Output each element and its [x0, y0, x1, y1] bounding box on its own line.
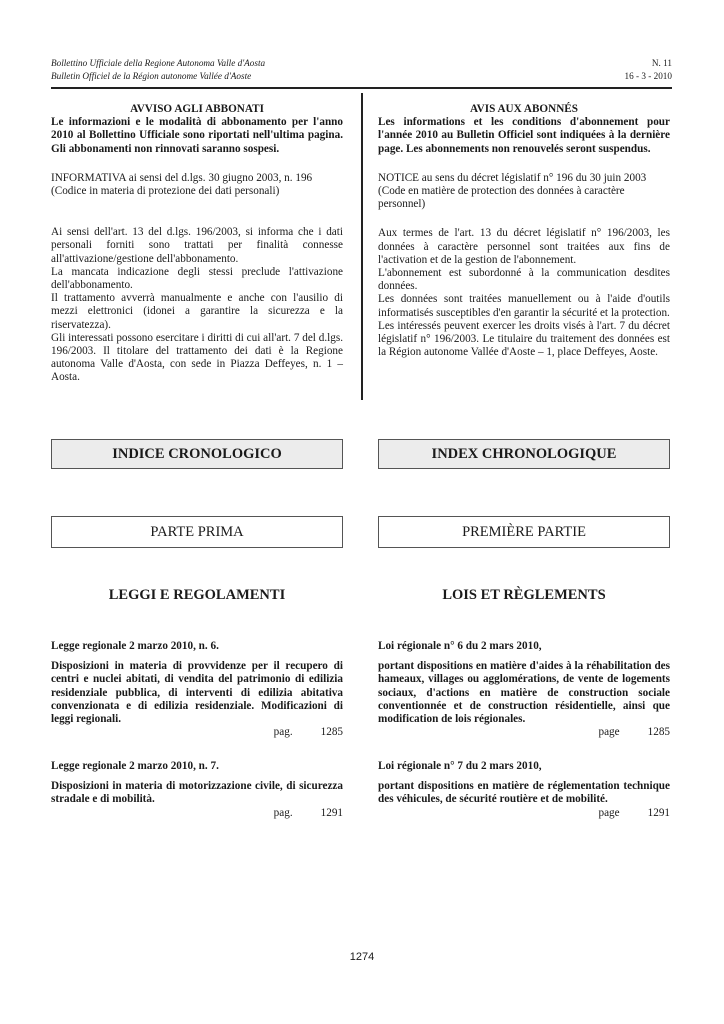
section-title-fr: LOIS ET RÈGLEMENTS — [442, 587, 606, 603]
notice-fr — [378, 103, 670, 359]
page-number: 1274 — [349, 951, 375, 963]
running-header — [51, 57, 265, 82]
notice-it — [51, 103, 343, 385]
part-title-fr: PREMIÈRE PARTIE — [378, 516, 670, 548]
privacy-p2-it: La mancata indicazione degli stessi preclude l'attivazione dell'abbonamento. — [51, 265, 343, 292]
index-title-it: INDICE CRONOLOGICO — [51, 439, 343, 469]
entry-description: portant dispositions en matière de réglementation technique des véhicules, de sécurité routière et de mobilité. — [378, 780, 670, 806]
privacy-p2-fr: L'abonnement est subordonné à la communication desdites données. — [378, 267, 670, 293]
entry-description: Disposizioni in materia di provvidenze per il recupero di centri e nuclei abitati, di vendita del patrimonio di edilizia residenziale pubblica, di interventi di edilizia abitativa convenzionata e di edilizia residenziale. Modificazioni di leggi regionali. — [51, 660, 343, 726]
index-title-fr: INDEX CHRONOLOGIQUE — [378, 439, 670, 469]
privacy-title-fr: NOTICE au sens du décret législatif n° 196 du 30 juin 2003 (Code en matière de protection des données à caractère personnel) — [378, 171, 647, 211]
privacy-title-it: INFORMATIVA ai sensi del d.lgs. 30 giugno 2003, n. 196 (Codice in materia di protezione dei dati personali) — [51, 171, 313, 198]
privacy-p3-it: Il trattamento avverrà manualmente e anche con l'ausilio di mezzi elettronici (idonei a garantire la sicurezza e la riservatezza). — [51, 292, 343, 331]
column-separator — [361, 93, 363, 400]
notice-body-it: Le informazioni e le modalità di abbonamento per l'anno 2010 al Bollettino Ufficiale sono riportati nell'ultima pagina. Gli abbonamenti non rinnovati saranno sospesi. — [51, 116, 343, 155]
header-title-it: Bollettino Ufficiale della Regione Autonoma Valle d'Aosta — [51, 58, 266, 68]
issue-info — [625, 57, 672, 82]
page-number-ref: 1285 — [320, 726, 343, 739]
law-entry-fr-2 — [378, 760, 670, 820]
page-number-ref: 1291 — [320, 806, 343, 819]
entry-heading: Legge regionale 2 marzo 2010, n. 6. — [51, 640, 219, 652]
part-title-it: PARTE PRIMA — [51, 516, 343, 548]
page-label: page — [598, 726, 620, 739]
page-label: page — [598, 806, 620, 819]
header-title-fr: Bulletin Officiel de la Région autonome Vallée d'Aoste — [51, 70, 252, 81]
page-number-ref: 1291 — [647, 806, 670, 819]
notice-title-it: AVVISO AGLI ABBONATI — [130, 103, 264, 115]
page-number-ref: 1285 — [647, 726, 670, 739]
privacy-p1-fr: Aux termes de l'art. 13 du décret législatif n° 196/2003, les données à caractère personnel sont traitées aux fins de l'activation et de la gestion de l'abonnement. — [378, 227, 670, 266]
entry-page-ref — [378, 807, 670, 820]
section-title-it: LEGGI E REGOLAMENTI — [108, 587, 286, 603]
privacy-p3-fr: Les données sont traitées manuellement ou à l'aide d'outils informatisés susceptibles d'en garantir la sécurité et la protection. — [378, 293, 670, 319]
entry-description: Disposizioni in materia di motorizzazione civile, di sicurezza stradale e di mobilità. — [51, 780, 343, 806]
entry-heading: Legge regionale 2 marzo 2010, n. 7. — [51, 760, 219, 772]
header-rule — [51, 87, 672, 89]
privacy-p4-it: Gli interessati possono esercitare i diritti di cui all'art. 7 del d.lgs. 196/2003. Il titolare del trattamento dei dati è la Regione autonoma Valle d'Aosta, con sede in Piazza Deffeyes, n. 1 – Aosta. — [51, 331, 343, 384]
entry-description: portant dispositions en matière d'aides à la réhabilitation des hameaux, villages ou agglomérations, de vente de logements sociaux, d'actions en matière de construction sociale conventionnée et de construction résidentielle, ainsi que modification de lois régionales. — [378, 660, 670, 726]
entry-page-ref — [378, 726, 670, 739]
notice-title-fr: AVIS AUX ABONNÉS — [470, 103, 578, 115]
law-entry-it-1 — [51, 640, 343, 739]
entry-page-ref — [51, 726, 343, 739]
issue-number: N. 11 — [651, 58, 672, 68]
entry-page-ref — [51, 807, 343, 820]
notice-body-fr: Les informations et les conditions d'abonnement pour l'année 2010 au Bulletin Officiel sont indiquées à la dernière page. Les abonnements non renouvelés seront suspendus. — [378, 116, 670, 155]
law-entry-fr-1 — [378, 640, 670, 739]
entry-heading: Loi régionale n° 6 du 2 mars 2010, — [378, 640, 542, 652]
privacy-p1-it: Ai sensi dell'art. 13 del d.lgs. 196/2003, si informa che i dati personali forniti sono trattati per finalità connesse all'attivazione/gestione dell'abbonamento. — [51, 226, 343, 265]
law-entry-it-2 — [51, 760, 343, 820]
entry-heading: Loi régionale n° 7 du 2 mars 2010, — [378, 760, 542, 772]
privacy-p4-fr: Les intéressés peuvent exercer les droits visés à l'art. 7 du décret législatif n° 196/2003. Le titulaire du traitement des données est la Région autonome Vallée d'Aoste – 1, place Deffeyes, Aoste. — [378, 319, 670, 359]
issue-date: 16 - 3 - 2010 — [624, 70, 672, 81]
page-label: pag. — [273, 726, 293, 739]
page-label: pag. — [273, 806, 293, 819]
